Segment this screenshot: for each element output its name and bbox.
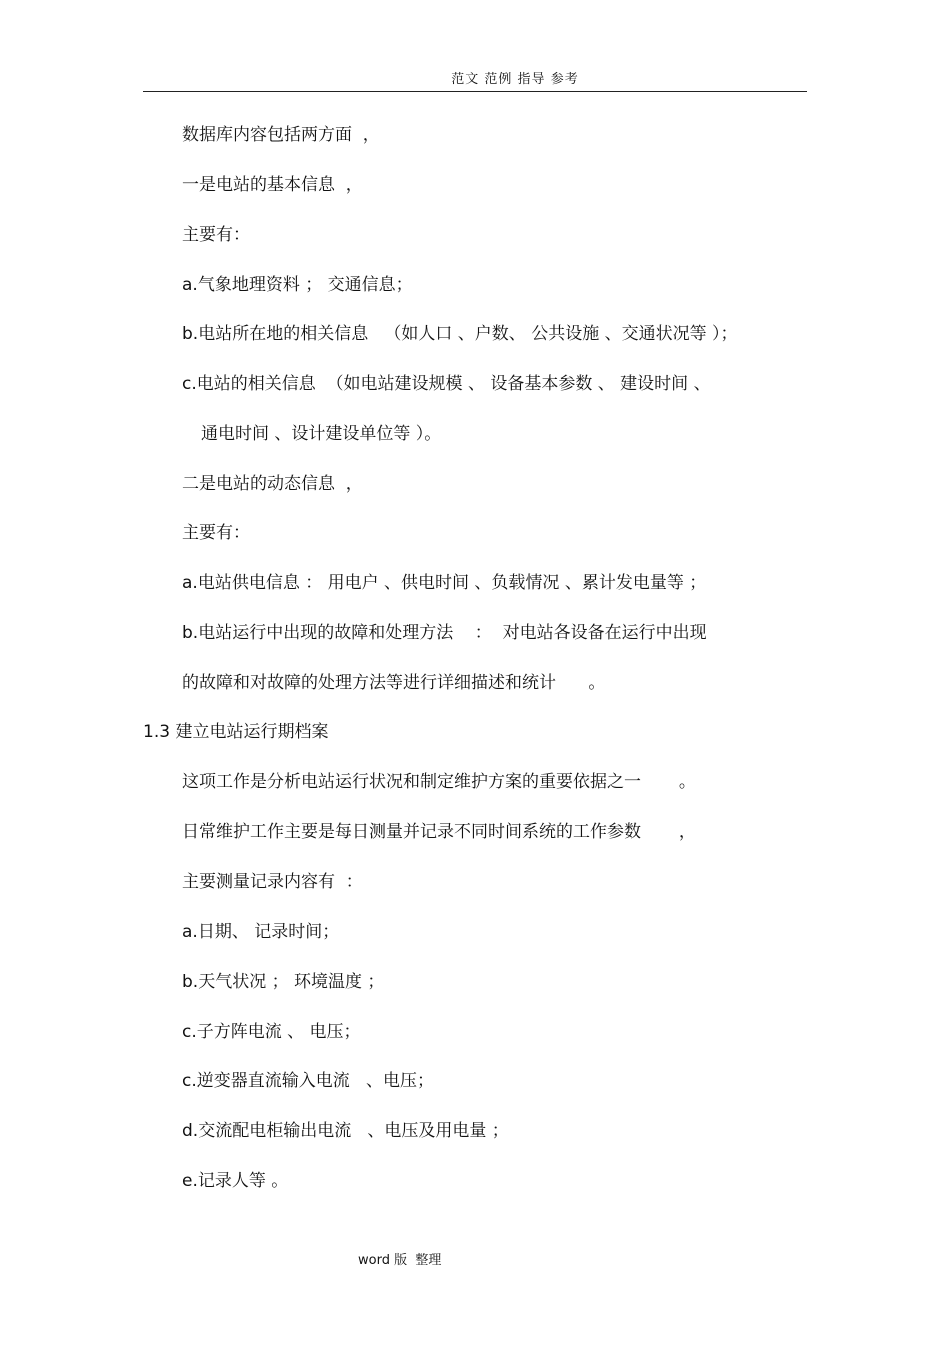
page-header: 范文 范例 指导 参考	[451, 72, 579, 87]
body-line-basic-info: 一是电站的基本信息 ，	[182, 175, 363, 195]
body-line-record-d: d.交流配电柜输出电流 、电压及用电量 ；	[182, 1121, 509, 1141]
body-line-record-c2: c.逆变器直流输入电流 、电压；	[182, 1071, 434, 1091]
body-line-item-c1: c.电站的相关信息 （如电站建设规模 、 设备基本参数 、 建设时间 、	[182, 374, 711, 394]
body-line-daily-maintenance: 日常维护工作主要是每日测量并记录不同时间系统的工作参数 ，	[182, 822, 696, 842]
body-line-item-b2-cont: 的故障和对故障的处理方法等进行详细描述和统计 。	[182, 673, 606, 693]
body-line-archive-purpose: 这项工作是分析电站运行状况和制定维护方案的重要依据之一 。	[182, 772, 696, 792]
body-line-main-items-1: 主要有：	[182, 225, 250, 245]
body-line-record-e: e.记录人等 。	[182, 1171, 289, 1191]
body-line-record-contents: 主要测量记录内容有 ：	[182, 872, 363, 892]
body-line-record-a: a.日期、 记录时间；	[182, 922, 340, 942]
body-line-intro: 数据库内容包括两方面 ，	[182, 125, 380, 145]
page-footer: word 版 整理	[358, 1253, 442, 1268]
body-line-item-b2: b.电站运行中出现的故障和处理方法 ： 对电站各设备在运行中出现	[182, 623, 707, 643]
body-line-item-c1-cont: 通电时间 、设计建设单位等 ）。	[201, 424, 442, 444]
section-heading-1-3: 1.3 建立电站运行期档案	[143, 722, 329, 742]
body-line-record-b: b.天气状况 ； 环境温度 ；	[182, 972, 385, 992]
body-line-item-a1: a.气象地理资料 ； 交通信息；	[182, 275, 413, 295]
body-line-dynamic-info: 二是电站的动态信息 ，	[182, 474, 363, 494]
body-line-record-c1: c.子方阵电流 、 电压；	[182, 1022, 361, 1042]
body-line-item-b1: b.电站所在地的相关信息 （如人口 、户数、 公共设施 、交通状况等 ）；	[182, 324, 738, 344]
body-line-main-items-2: 主要有：	[182, 523, 250, 543]
header-divider	[143, 91, 807, 92]
body-line-item-a2: a.电站供电信息 ： 用电户 、供电时间 、负载情况 、累计发电量等 ；	[182, 573, 707, 593]
